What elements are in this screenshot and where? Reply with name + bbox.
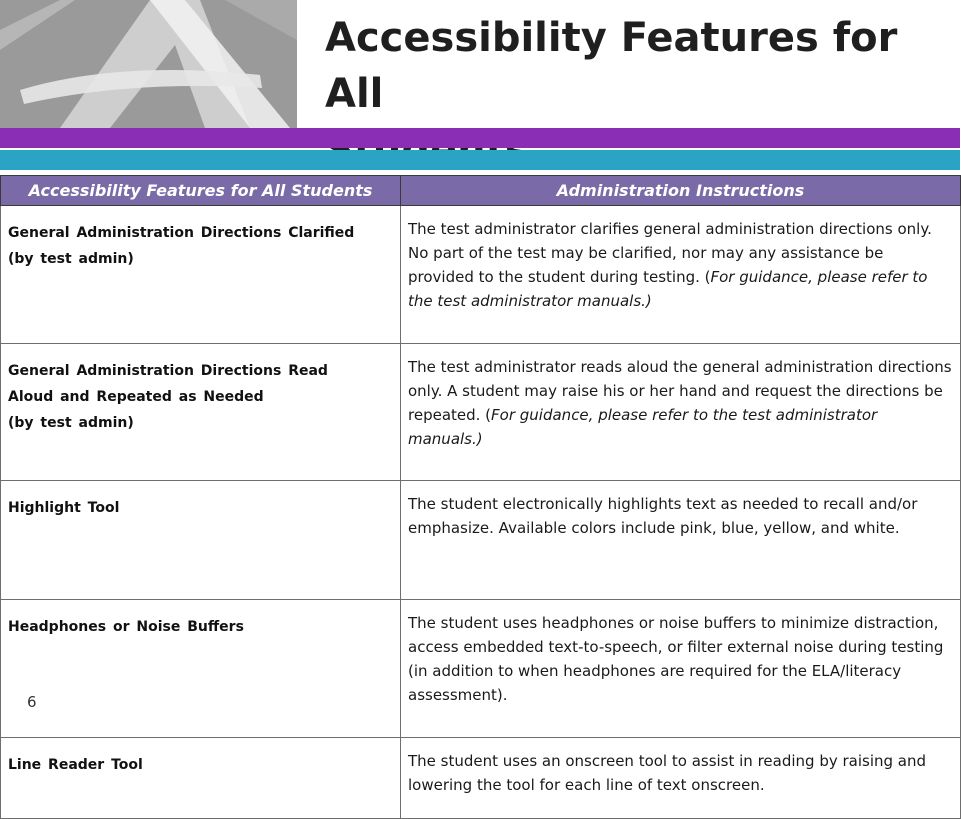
page-number: 6 xyxy=(27,693,37,711)
instruction-italic: For guidance, please refer to the test administrator manuals.) xyxy=(408,406,878,448)
features-table xyxy=(0,175,961,819)
instruction-cell xyxy=(401,206,961,344)
purple-band xyxy=(0,128,960,148)
instruction-cell xyxy=(401,738,961,819)
instruction-cell xyxy=(401,481,961,600)
feature-note: (by test admin) xyxy=(8,415,134,431)
header-instructions: Administration Instructions xyxy=(401,176,961,206)
table-row xyxy=(1,344,961,481)
instruction-text: The test administrator reads aloud the general administration directions only. A student may raise his or her hand and request the directions be repeated. ( xyxy=(408,358,952,424)
feature-cell xyxy=(1,600,401,738)
instruction-italic: For guidance, please refer to the test administrator manuals.) xyxy=(408,268,928,310)
instruction-cell xyxy=(401,600,961,738)
feature-cell xyxy=(1,206,401,344)
feature-cell xyxy=(1,738,401,819)
title-line-1: Accessibility Features for All xyxy=(325,15,898,117)
feature-cell xyxy=(1,344,401,481)
logo xyxy=(0,0,297,128)
feature-name: Headphones or Noise Buffers xyxy=(8,619,244,635)
feature-name: General Administration Directions Clarified xyxy=(8,225,355,241)
instruction-text: The student electronically highlights text as needed to recall and/or emphasize. Available colors include pink, blue, yellow, and white. xyxy=(408,495,918,537)
feature-name: Highlight Tool xyxy=(8,500,120,516)
table-row xyxy=(1,481,961,600)
teal-band xyxy=(0,150,960,170)
features-table-container xyxy=(0,175,960,794)
feature-name-cont: Aloud and Repeated as Needed xyxy=(8,389,264,405)
instruction-text: The student uses headphones or noise buffers to minimize distraction, access embedded text-to-speech, or filter external noise during testing (in addition to when headphones are required for the ELA/literacy assessment). xyxy=(408,614,944,704)
table-row xyxy=(1,738,961,819)
feature-note: (by test admin) xyxy=(8,251,134,267)
logo-a-icon xyxy=(0,0,297,128)
table-row xyxy=(1,600,961,738)
feature-name: Line Reader Tool xyxy=(8,757,143,773)
feature-cell xyxy=(1,481,401,600)
header-features: Accessibility Features for All Students xyxy=(1,176,401,206)
instruction-cell xyxy=(401,344,961,481)
table-header-row xyxy=(1,176,961,206)
table-row xyxy=(1,206,961,344)
feature-name: General Administration Directions Read xyxy=(8,363,328,379)
instruction-text: The student uses an onscreen tool to assist in reading by raising and lowering the tool for each line of text onscreen. xyxy=(408,752,927,794)
instruction-text: The test administrator clarifies general administration directions only. No part of the test may be clarified, nor may any assistance be provided to the student during testing. ( xyxy=(408,220,932,286)
